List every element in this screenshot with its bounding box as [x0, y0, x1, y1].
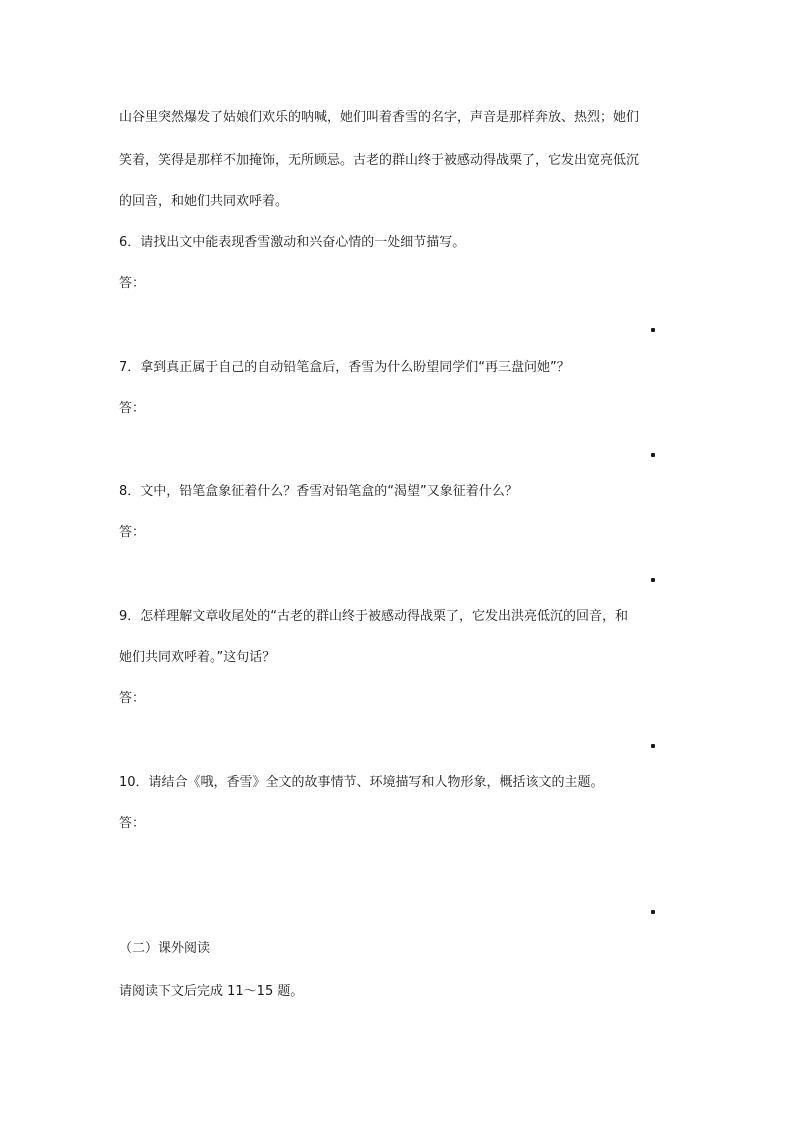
- question-9-line-2: 她们共同欢呼着。”这句话？: [119, 650, 276, 665]
- answer-end-mark-10: [651, 910, 655, 914]
- question-7: 7．拿到真正属于自己的自动铅笔盒后，香雪为什么盼望同学们“再三盘问她”？: [119, 360, 570, 375]
- question-10: 10．请结合《哦，香雪》全文的故事情节、环境描写和人物形象，概括该文的主题。: [119, 775, 604, 790]
- section-heading: （二）课外阅读: [119, 941, 211, 956]
- answer-label-6: 答：: [119, 276, 146, 291]
- answer-label-8: 答：: [119, 525, 146, 540]
- answer-end-mark-9: [651, 744, 655, 748]
- answer-label-9: 答：: [119, 691, 146, 706]
- section-instruction: 请阅读下文后完成 11～15 题。: [119, 984, 304, 999]
- question-8: 8．文中，铅笔盒象征着什么？香雪对铅笔盒的“渴望”又象征着什么？: [119, 484, 518, 499]
- question-9-line-1: 9．怎样理解文章收尾处的“古老的群山终于被感动得战栗了，它发出洪亮低沉的回音，和: [119, 609, 629, 624]
- passage-line-2: 笑着，笑得是那样不加掩饰，无所顾忌。古老的群山终于被感动得战栗了，它发出宽亮低沉: [119, 153, 640, 168]
- answer-label-10: 答：: [119, 816, 146, 831]
- question-6: 6．请找出文中能表现香雪激动和兴奋心情的一处细节描写。: [119, 235, 466, 250]
- answer-end-mark-6: [651, 328, 655, 332]
- answer-end-mark-7: [651, 453, 655, 457]
- passage-line-1: 山谷里突然爆发了姑娘们欢乐的呐喊，她们叫着香雪的名字，声音是那样奔放、热烈；她们: [119, 110, 640, 125]
- answer-label-7: 答：: [119, 401, 146, 416]
- answer-end-mark-8: [651, 578, 655, 582]
- passage-line-3: 的回音，和她们共同欢呼着。: [119, 194, 289, 209]
